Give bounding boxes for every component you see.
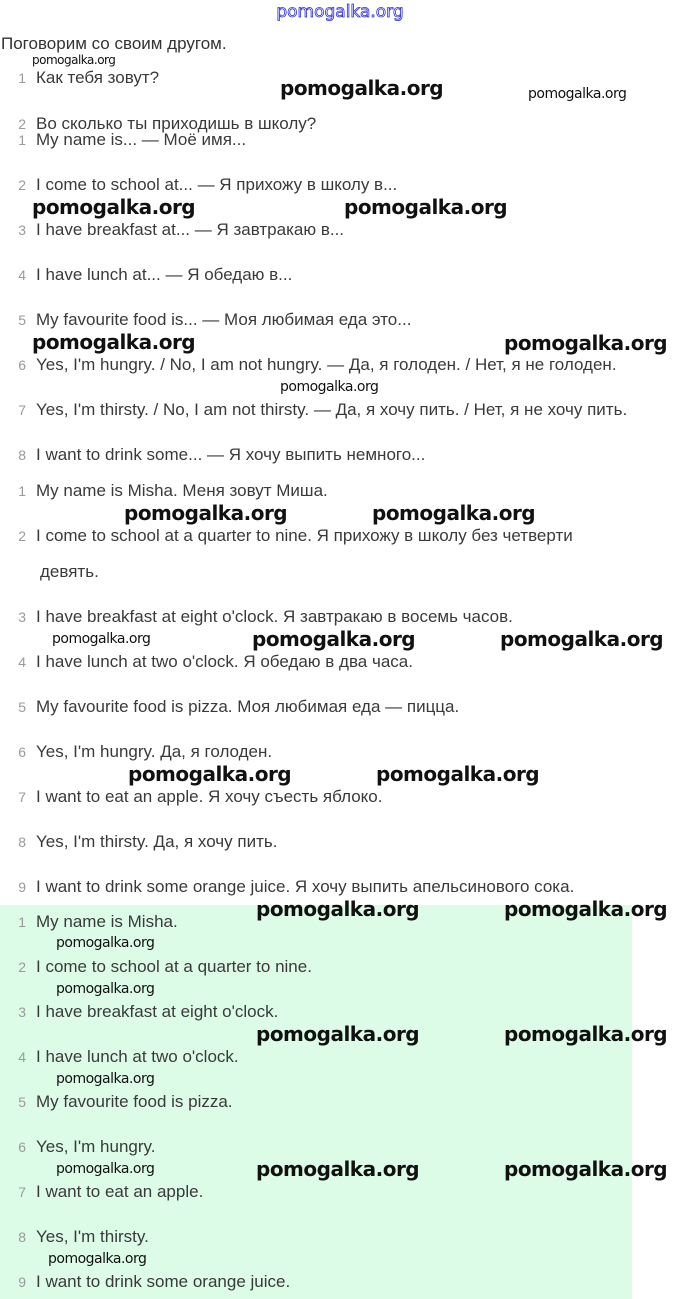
item-number: 1: [18, 132, 26, 148]
answer-item: [0, 650, 413, 674]
item-number: 1: [18, 914, 26, 930]
item-text: Во сколько ты приходишь в школу?: [36, 114, 317, 133]
item-number: 8: [18, 1229, 26, 1245]
english-answer-item: [0, 955, 312, 979]
watermark-text: pomogalka.org: [32, 53, 116, 67]
item-text: My name is Misha.: [36, 912, 178, 931]
task-intro: Поговорим со своим другом.: [1, 34, 227, 53]
item-number: 2: [18, 959, 26, 975]
item-text: I want to eat an apple. Я хочу съесть яблоко.: [36, 787, 383, 806]
item-number: 2: [18, 116, 26, 132]
watermark-text: pomogalka.org: [56, 981, 155, 997]
watermark-text: pomogalka.org: [280, 76, 444, 100]
phrase-item: [0, 263, 292, 287]
item-number: 4: [18, 654, 26, 670]
watermark-text: pomogalka.org: [56, 1071, 155, 1087]
item-text: I come to school at a quarter to nine.: [36, 957, 312, 976]
answer-item: [0, 740, 272, 764]
item-number: 6: [18, 744, 26, 760]
watermark-text: pomogalka.org: [344, 195, 508, 219]
watermark-text: pomogalka.org: [504, 1022, 668, 1046]
item-text: I have breakfast at eight o'clock.: [36, 1002, 279, 1021]
watermark-text: pomogalka.org: [56, 1161, 155, 1177]
watermark-text: pomogalka.org: [32, 330, 196, 354]
phrase-item: [0, 308, 411, 332]
english-answer-item: [0, 1180, 203, 1204]
item-number: 1: [18, 483, 26, 499]
watermark-text: pomogalka.org: [504, 331, 668, 355]
watermark-text: pomogalka.org: [256, 1022, 420, 1046]
english-answer-item: [0, 1225, 149, 1249]
answer-item: [0, 605, 513, 629]
item-number: 4: [18, 1049, 26, 1065]
watermark-text: pomogalka.org: [128, 762, 292, 786]
item-text: My favourite food is... — Моя любимая еда это...: [36, 310, 412, 329]
watermark-text: pomogalka.org: [528, 86, 627, 102]
item-text: My name is Misha. Меня зовут Миша.: [36, 481, 328, 500]
watermark-text: pomogalka.org: [376, 762, 540, 786]
item-text: I have lunch at two o'clock. Я обедаю в два часа.: [36, 652, 413, 671]
item-number: 8: [18, 834, 26, 850]
item-number: 5: [18, 312, 26, 328]
item-number: 8: [18, 447, 26, 463]
watermark-text: pomogalka.org: [252, 627, 416, 651]
item-number: 7: [18, 789, 26, 805]
item-text: I come to school at a quarter to nine. Я прихожу в школу без четверти: [36, 526, 573, 545]
watermark-text: pomogalka.org: [124, 501, 288, 525]
english-answer-item: [0, 1270, 290, 1294]
watermark-text: pomogalka.org: [52, 631, 151, 647]
site-header-logo[interactable]: pomogalka.org: [276, 2, 404, 22]
item-number: 7: [18, 1184, 26, 1200]
watermark-text: pomogalka.org: [256, 1157, 420, 1181]
item-text: My name is... — Моё имя...: [36, 130, 247, 149]
watermark-text: pomogalka.org: [56, 935, 155, 951]
english-answer-item: [0, 1135, 155, 1159]
item-text: Yes, I'm thirsty.: [36, 1227, 149, 1246]
item-number: 5: [18, 699, 26, 715]
answer-item: [0, 830, 277, 854]
answer-item: [0, 785, 382, 809]
item-text: Yes, I'm thirsty. / No, I am not thirsty. — Да, я хочу пить. / Нет, я не хочу пить.: [36, 400, 628, 419]
item-text: I have breakfast at... — Я завтракаю в...: [36, 220, 345, 239]
item-text: I have lunch at... — Я обедаю в...: [36, 265, 293, 284]
question-item: [0, 66, 159, 90]
watermark-text: pomogalka.org: [48, 1251, 147, 1267]
phrase-item: [0, 353, 617, 377]
answer-item: [0, 479, 328, 503]
answer-item: [0, 695, 459, 719]
item-number: 2: [18, 177, 26, 193]
answer-item: [0, 524, 573, 548]
watermark-text: pomogalka.org: [372, 501, 536, 525]
item-text: Yes, I'm thirsty. Да, я хочу пить.: [36, 832, 278, 851]
english-answer-item: [0, 910, 178, 934]
item-text: I want to drink some orange juice. Я хочу выпить апельсинового сока.: [36, 877, 575, 896]
phrase-item: [0, 443, 425, 467]
item-text: My favourite food is pizza. Моя любимая еда — пицца.: [36, 697, 460, 716]
clipped-question: [0, 112, 400, 133]
item-text: My favourite food is pizza.: [36, 1092, 233, 1111]
item-text: I want to drink some orange juice.: [36, 1272, 291, 1291]
item-number: 1: [18, 70, 26, 86]
answer-continuation: девять.: [40, 562, 99, 581]
item-number: 3: [18, 222, 26, 238]
item-text: Yes, I'm hungry. / No, I am not hungry. — Да, я голоден. / Нет, я не голоден.: [36, 355, 617, 374]
item-text: I have breakfast at eight o'clock. Я завтракаю в восемь часов.: [36, 607, 513, 626]
phrase-item: [0, 173, 397, 197]
item-text: I have lunch at two o'clock.: [36, 1047, 239, 1066]
item-text: I want to drink some... — Я хочу выпить немного...: [36, 445, 426, 464]
item-text: Как тебя зовут?: [36, 68, 160, 87]
watermark-text: pomogalka.org: [256, 897, 420, 921]
watermark-text: pomogalka.org: [504, 897, 668, 921]
watermark-text: pomogalka.org: [32, 195, 196, 219]
item-text: Yes, I'm hungry. Да, я голоден.: [36, 742, 273, 761]
item-number: 9: [18, 879, 26, 895]
item-text: I want to eat an apple.: [36, 1182, 204, 1201]
item-number: 7: [18, 402, 26, 418]
phrase-item: [0, 398, 627, 422]
item-text: I come to school at... — Я прихожу в школу в...: [36, 175, 398, 194]
item-number: 9: [18, 1274, 26, 1290]
answer-item: [0, 875, 574, 899]
english-answer-item: [0, 1045, 239, 1069]
phrase-item: [0, 218, 344, 242]
watermark-text: pomogalka.org: [504, 1157, 668, 1181]
question-item: [0, 112, 316, 136]
item-number: 4: [18, 267, 26, 283]
item-number: 6: [18, 1139, 26, 1155]
item-text: Yes, I'm hungry.: [36, 1137, 156, 1156]
item-number: 6: [18, 357, 26, 373]
item-number: 3: [18, 609, 26, 625]
watermark-text: pomogalka.org: [280, 379, 379, 395]
english-answer-item: [0, 1000, 278, 1024]
item-number: 5: [18, 1094, 26, 1110]
item-number: 3: [18, 1004, 26, 1020]
item-number: 2: [18, 528, 26, 544]
watermark-text: pomogalka.org: [500, 627, 664, 651]
english-answer-item: [0, 1090, 233, 1114]
